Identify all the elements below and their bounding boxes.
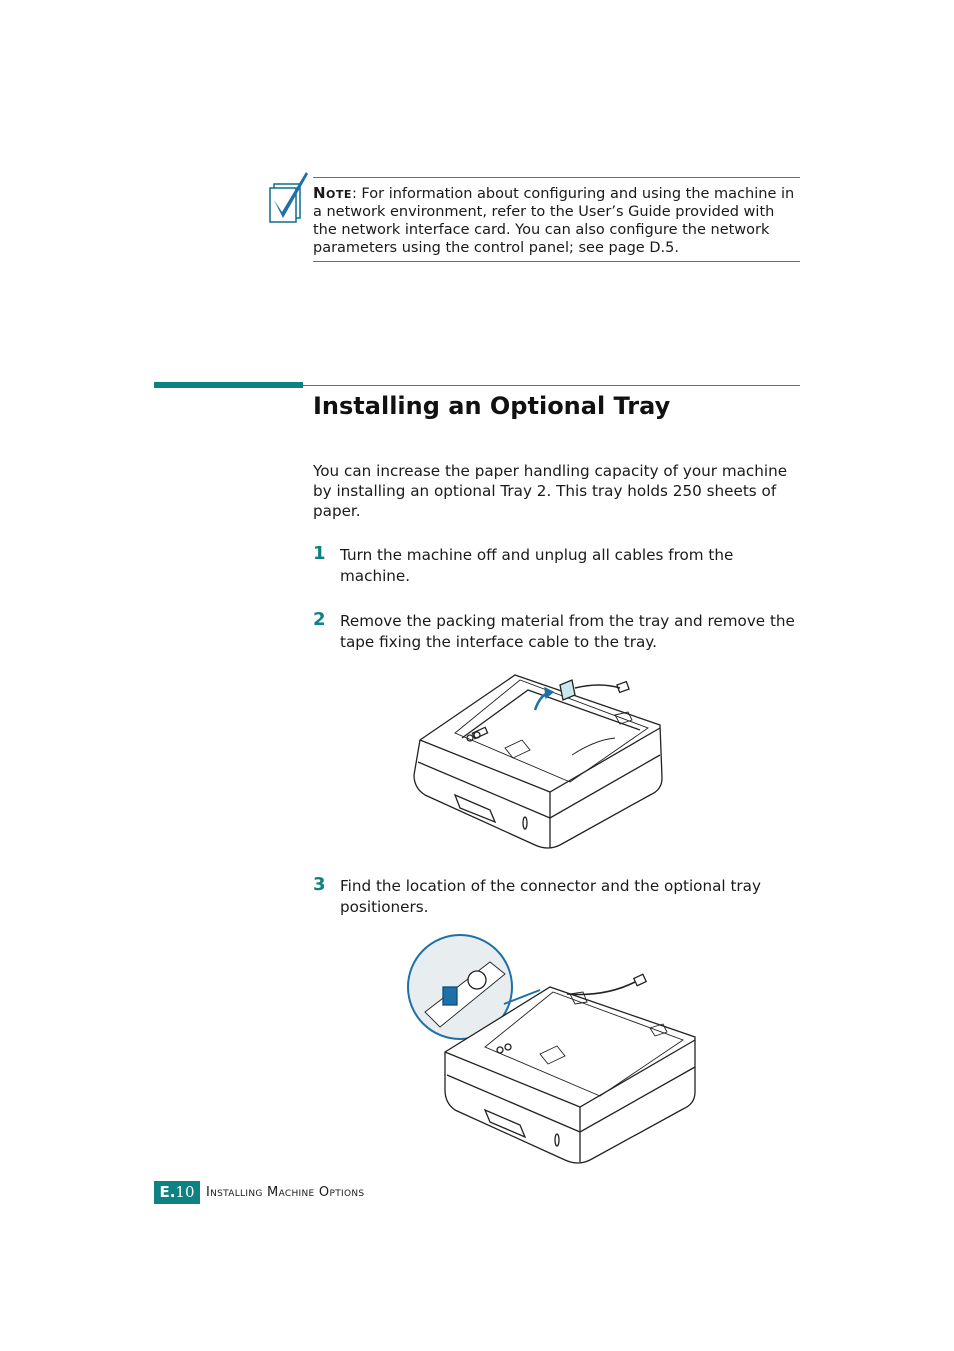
step-2-text: Remove the packing material from the tray and remove the tape fixing the interface cable to the tray. [340, 612, 795, 651]
section-accent-bar [154, 382, 303, 388]
note-bottom-rule [313, 261, 800, 262]
step-2-number: 2 [313, 609, 326, 630]
tray-illustration-connector-callout [405, 932, 700, 1168]
step-3-text: Find the location of the connector and the optional tray positioners. [340, 877, 761, 916]
note-top-rule [313, 177, 800, 178]
page-prefix: E. [159, 1183, 176, 1201]
step-1-text: Turn the machine off and unplug all cables from the machine. [340, 546, 734, 585]
step-3-number: 3 [313, 874, 326, 895]
note-paragraph [313, 184, 800, 257]
section-rule [303, 385, 800, 386]
section-title: Installing an Optional Tray [313, 392, 671, 420]
intro-paragraph: You can increase the paper handling capacity of your machine by installing an optional Tray 2. This tray holds 250 sheets of paper. [313, 462, 788, 520]
tray-illustration-tape-removal [410, 670, 670, 852]
note-label: Note [313, 184, 352, 202]
step-1-number: 1 [313, 543, 326, 564]
checkmark-note-icon [266, 170, 310, 224]
chapter-title: Installing Machine Options [206, 1185, 365, 1200]
note-body: : For information about configuring and using the machine in a network environment, refer to the User’s Guide provided with the network interface card. You can also configure the network parameters using the control panel; see page D.5. [313, 186, 795, 256]
page-number: 10 [175, 1183, 195, 1201]
page-number-badge [154, 1181, 200, 1204]
